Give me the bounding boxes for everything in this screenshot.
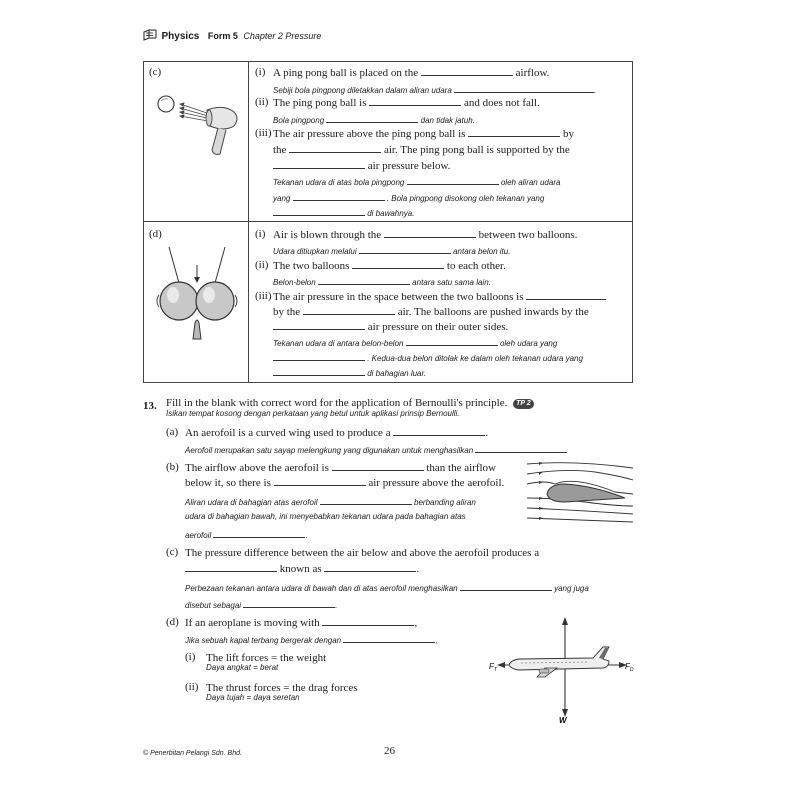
q13-instruction-text: Fill in the blank with correct word for the application of Bernoulli's principle.	[166, 397, 508, 409]
c-iii-line3	[273, 159, 450, 173]
c-i-text-b: airflow.	[515, 67, 550, 79]
q13-c-line2: known as .	[185, 562, 419, 576]
q13-b-ms1	[185, 495, 476, 508]
q13-c-blank-2[interactable]	[324, 562, 416, 572]
d-iii-line1-a: The air pressure in the space between the two balloons is	[273, 291, 524, 303]
c-i-ms: Sebiji bola pingpong diletakkan dalam aliran udara .	[273, 83, 596, 96]
d-iii-ms2-b: . Kedua-dua belon ditolak ke dalam oleh tekanan udara yang	[367, 354, 583, 363]
c-ii-ms-a: Bola pingpong	[273, 116, 325, 125]
aerofoil-diagram	[525, 458, 635, 526]
table-row-divider	[143, 221, 633, 222]
d-iii-line2	[273, 305, 589, 319]
q13-instruction-ms: Isikan tempat kosong dengan perkataan yang betul untuk aplikasi prinsip Bernoulli.	[166, 409, 460, 418]
c-iii-number: (iii)	[255, 127, 272, 139]
c-ii-blank[interactable]	[369, 96, 461, 106]
d-iii-ms2	[273, 351, 583, 364]
d-ii-ms	[273, 275, 491, 288]
q13-a-text: An aerofoil is a curved wing used to produce a .	[185, 427, 489, 439]
q13-d-ms: Jika sebuah kapal terbang bergerak dengan ,	[185, 633, 438, 646]
q13-d-ii-ms: Daya tujah = daya seretan	[206, 693, 300, 702]
aeroplane-force-diagram	[485, 613, 635, 725]
d-iii-ms1	[273, 336, 557, 349]
thrust-label: $F_T$	[489, 662, 497, 673]
c-ii-text-b: and does not fall.	[464, 97, 540, 109]
c-ii-text-a: The ping pong ball is	[273, 97, 367, 109]
d-ii-number: (ii)	[255, 259, 269, 271]
d-ii-ms-blank[interactable]	[318, 275, 410, 285]
q13-a-blank[interactable]	[393, 426, 485, 436]
page-header	[143, 29, 321, 49]
q13-a-ms	[185, 443, 567, 456]
d-iii-line3	[273, 320, 508, 334]
q13-b-ms3: aerofoil .	[185, 528, 308, 541]
q13-a-ms-text: Aerofoil merupakan satu sayap melengkung yang digunakan untuk menghasilkan	[185, 446, 474, 455]
c-ii-ms-blank[interactable]	[326, 113, 418, 123]
c-iii-ms1-b: oleh aliran udara	[500, 178, 561, 187]
q13-b-ms1-b: berbanding aliran	[414, 498, 476, 507]
q13-a-text-en: An aerofoil is a curved wing used to produce a	[185, 427, 391, 439]
c-iii-line2-a: the	[273, 144, 287, 156]
q13-c-ms1-text: Perbezaan tekanan antara udara di bawah dan di atas aerofoil menghasilkan	[185, 584, 458, 593]
c-iii-ms3-b: di bawahnya.	[367, 209, 415, 218]
q13-c-ms1-b: yang juga	[554, 584, 589, 593]
q13-c-ms-blank-2[interactable]	[243, 598, 335, 608]
d-i-ms	[273, 244, 510, 257]
q13-number-text: 13.	[143, 400, 157, 412]
d-iii-ms1-a: Tekanan udara di antara belon-belon	[273, 339, 404, 348]
d-iii-ms3-b: di bahagian luar.	[367, 369, 427, 378]
q13-number	[143, 396, 157, 414]
c-iii-ms-blank-1[interactable]	[407, 175, 499, 185]
d-ii-text-b: to each other.	[446, 260, 506, 272]
q13-d-i-ms: Daya angkat = berat	[206, 663, 279, 672]
d-iii-ms-blank-2[interactable]	[273, 351, 365, 361]
d-iii-ms-blank-3[interactable]	[273, 366, 365, 376]
q13-b-ms1-a: Aliran udara di bahagian atas aerofoil	[185, 498, 318, 507]
d-iii-blank-1[interactable]	[526, 290, 606, 300]
c-iii-ms-blank-2[interactable]	[293, 191, 385, 201]
straw-icon	[193, 320, 201, 339]
c-i-ms-text: Sebiji bola pingpong diletakkan dalam aliran udara	[273, 86, 452, 95]
publisher-credit: © Penerbitan Pelangi Sdn. Bhd.	[143, 750, 242, 757]
c-iii-ms2-b: . Bola pingpong disokong oleh tekanan yang	[386, 194, 545, 203]
q13-c-line2-b: known as	[279, 563, 322, 575]
c-iii-blank-2[interactable]	[289, 143, 381, 153]
c-iii-ms1-a: Tekanan udara di atas bola pingpong	[273, 178, 405, 187]
d-ii-blank[interactable]	[352, 259, 444, 269]
q13-d-label: (d)	[166, 616, 179, 628]
q13-c-label: (c)	[166, 546, 179, 558]
d-ii-ms-b: antara satu sama lain.	[412, 278, 491, 287]
q13-d-ms-blank[interactable]	[343, 633, 435, 643]
d-i-text	[273, 228, 577, 242]
c-iii-ms3	[273, 206, 414, 219]
weight-label: W	[559, 716, 567, 725]
right-balloon-icon	[196, 282, 234, 320]
c-i-text	[273, 66, 549, 80]
book-logo-icon	[143, 29, 157, 41]
c-i-blank[interactable]	[421, 66, 513, 76]
q13-b-line1-b: than the airflow	[426, 462, 497, 474]
hairdryer-pingpong-illustration	[152, 90, 242, 162]
q13-c-ms1	[185, 581, 589, 594]
q13-b-line1-a: The airflow above the aerofoil is	[185, 462, 329, 474]
tp-level-badge: TP 2	[513, 399, 534, 409]
d-iii-line3-b: air pressure on their outer sides.	[367, 321, 509, 333]
form-label: Form 5	[207, 31, 238, 41]
d-iii-blank-3[interactable]	[273, 320, 365, 330]
q13-d-i-text: The lift forces = the weight	[206, 652, 327, 664]
left-balloon-icon	[160, 282, 198, 320]
aeroplane-icon	[509, 647, 609, 677]
d-iii-ms3	[273, 366, 426, 379]
q13-b-line2-b: air pressure above the aerofoil.	[368, 477, 505, 489]
q13-d-text-en: If an aeroplane is moving with	[185, 617, 320, 629]
c-i-number: (i)	[255, 66, 266, 78]
c-i-ms-blank[interactable]	[454, 83, 594, 93]
q13-a-ms-blank[interactable]	[475, 443, 567, 453]
table-column-divider	[248, 61, 249, 383]
c-iii-line1	[273, 127, 574, 141]
d-i-number: (i)	[255, 228, 266, 240]
d-i-ms-b: antara belon itu.	[453, 247, 511, 256]
q13-b-label: (b)	[166, 461, 179, 473]
d-iii-blank-2[interactable]	[303, 305, 395, 315]
d-iii-ms-blank-1[interactable]	[406, 336, 498, 346]
d-i-ms-blank[interactable]	[359, 244, 451, 254]
q13-d-blank[interactable]	[322, 616, 414, 626]
q13-b-ms-blank-2[interactable]	[213, 528, 305, 538]
q13-b-blank-2[interactable]	[274, 476, 366, 486]
d-iii-number: (iii)	[255, 290, 272, 302]
c-ii-ms-b: dan tidak jatuh.	[420, 116, 475, 125]
hairdryer-icon	[206, 107, 237, 154]
q13-b-blank-1[interactable]	[332, 461, 424, 471]
row-label-d: (d)	[149, 228, 162, 240]
d-iii-ms1-b: oleh udara yang	[499, 339, 558, 348]
q13-b-ms-blank-1[interactable]	[320, 495, 412, 505]
q13-d-i-number: (i)	[185, 651, 196, 663]
d-iii-line2-a: by the	[273, 306, 301, 318]
row-label-c: (c)	[149, 66, 162, 78]
c-iii-ms2	[273, 191, 544, 204]
c-iii-blank-3[interactable]	[273, 159, 365, 169]
q13-d-ms-text: Jika sebuah kapal terbang bergerak dengan	[185, 636, 342, 645]
d-ii-text-a: The two balloons	[273, 260, 350, 272]
q13-b-ms2: udara di bahagian bawah, ini menyebabkan tekanan udara pada bahagian atas	[185, 512, 466, 521]
q13-d-text: If an aeroplane is moving with ,	[185, 617, 418, 629]
c-iii-line2	[273, 143, 570, 157]
chapter-label: Chapter 2 Pressure	[243, 31, 322, 41]
q13-d-ii-number: (ii)	[185, 681, 199, 693]
c-iii-ms1	[273, 175, 560, 188]
q13-c-ms-blank-1[interactable]	[460, 581, 552, 591]
d-ii-text	[273, 259, 506, 273]
q13-b-line2	[185, 476, 504, 490]
d-iii-line1	[273, 290, 606, 304]
c-iii-line1-b: by	[562, 128, 574, 140]
airflow-lines	[180, 103, 210, 121]
q13-c-line1: The pressure difference between the air below and above the aerofoil produces a	[185, 547, 540, 559]
d-i-blank[interactable]	[384, 228, 476, 238]
q13-b-ms3-text: aerofoil	[185, 531, 212, 540]
q13-c-ms2-text: disebut sebagai	[185, 601, 242, 610]
q13-d-ii-text: The thrust forces = the drag forces	[206, 682, 358, 694]
d-i-ms-a: Udara ditiupkan melalui	[273, 247, 357, 256]
c-iii-line2-b: air. The ping pong ball is supported by the	[383, 144, 570, 156]
c-iii-blank-1[interactable]	[468, 127, 560, 137]
subject-title: Physics	[161, 31, 200, 42]
d-i-text-a: Air is blown through the	[273, 229, 382, 241]
drag-label: $F_D$	[625, 662, 634, 673]
page-number: 26	[384, 745, 395, 757]
d-ii-ms-a: Belon-belon	[273, 278, 316, 287]
d-i-text-b: between two balloons.	[478, 229, 578, 241]
d-iii-line2-b: air. The balloons are pushed inwards by the	[397, 306, 589, 318]
q13-b-line2-a: below it, so there is	[185, 477, 271, 489]
aerofoil-shape-icon	[547, 484, 625, 502]
c-iii-ms2-a: yang	[273, 194, 291, 203]
q13-c-blank-1[interactable]	[185, 562, 277, 572]
c-ii-number: (ii)	[255, 96, 269, 108]
c-ii-text	[273, 96, 540, 110]
q13-b-line1	[185, 461, 496, 475]
c-i-text-a: A ping pong ball is placed on the	[273, 67, 419, 79]
q13-c-ms2: disebut sebagai .	[185, 598, 338, 611]
q13-a-label: (a)	[166, 426, 179, 438]
c-iii-ms-blank-3[interactable]	[273, 206, 365, 216]
c-ii-ms	[273, 113, 475, 126]
c-iii-line1-a: The air pressure above the ping pong ball is	[273, 128, 466, 140]
c-iii-line3-b: air pressure below.	[367, 160, 451, 172]
balloons-illustration	[155, 243, 240, 343]
